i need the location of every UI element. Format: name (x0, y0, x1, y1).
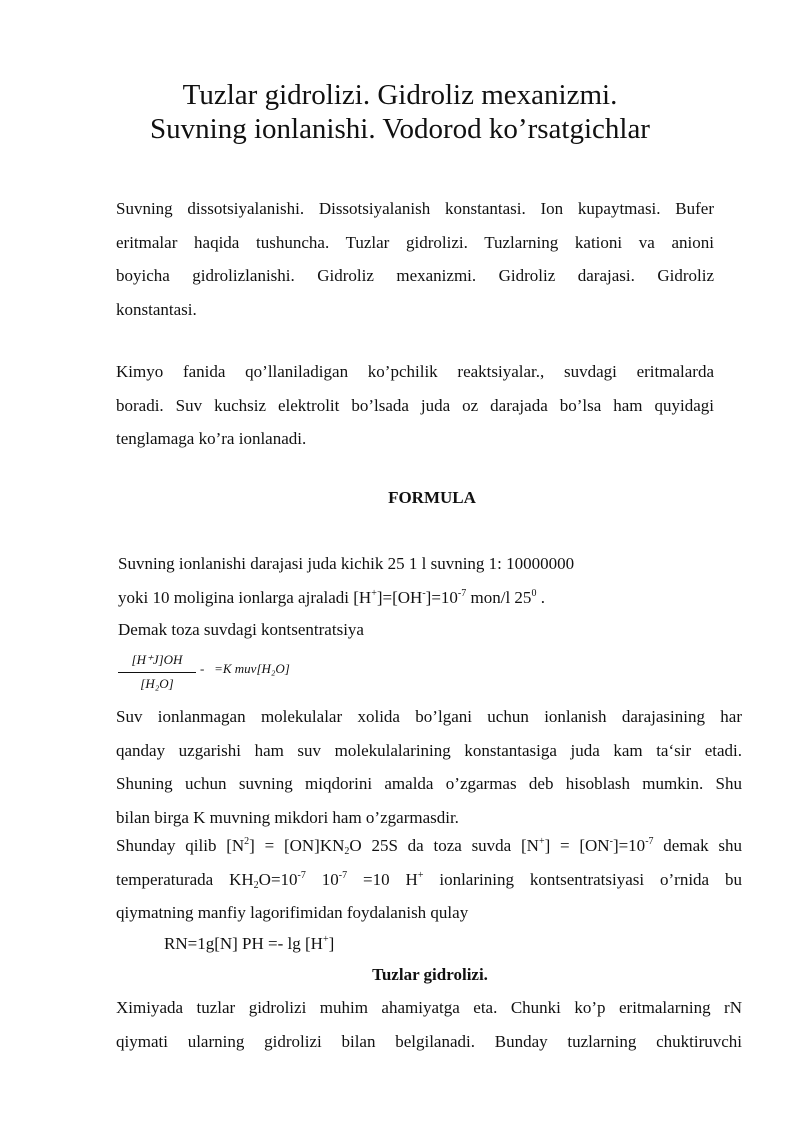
text-run: ]=10 (612, 836, 646, 855)
text-run: demak shu (653, 836, 743, 855)
section-heading: Tuzlar gidrolizi. (372, 965, 488, 984)
superscript: 0 (531, 588, 537, 599)
equation-fraction (118, 652, 196, 692)
text-run: temperaturada KH (116, 869, 254, 889)
text-run: ] = [ON]KN (249, 836, 345, 855)
intro-line: Suvning dissotsiyalanishi. Dissotsiyalanish konstantasi. Ion kupaytmasi. Bufer (116, 199, 714, 218)
intro-line: boyicha gidrolizlanishi. Gidroliz mexanizmi. Gidroliz darajasi. Gidroliz (116, 266, 714, 285)
paragraph-line: boradi. Suv kuchsiz elektrolit bo’lsada juda oz darajada bo’lsa ham quyidagi (116, 395, 714, 415)
intro-paragraph (116, 192, 714, 326)
paragraph-2 (116, 355, 714, 456)
superscript: + (417, 869, 424, 881)
superscript: + (371, 588, 377, 599)
subscript: 2 (344, 846, 350, 857)
paragraph-line: tenglamaga ko’ra ionlanadi. (116, 429, 307, 448)
paragraph-line (116, 863, 742, 897)
paragraph-line: Shuning uchun suvning miqdorini amalda o’zgarmas deb hisoblash mumkin. Shu (116, 774, 742, 793)
text-run: =10 H (347, 869, 418, 889)
superscript: + (538, 836, 545, 847)
equation-rhs-group (200, 661, 290, 677)
text-run: RN=1g[N] PH =- lg [H (164, 934, 323, 953)
equation-numerator: [H⁺J]OH (131, 652, 183, 667)
paragraph-4 (116, 829, 742, 930)
paragraph-line: qanday uzgarishi ham suv molekulalarining konstantasiga juda kam ta‘sir etadi. (116, 740, 742, 760)
title-line-1: Tuzlar gidrolizi. Gidroliz mexanizmi. (182, 79, 618, 111)
subscript: 2 (253, 879, 259, 891)
ph-formula-line (164, 933, 334, 955)
superscript: -7 (457, 588, 467, 599)
superscript: + (322, 934, 329, 945)
paragraph-line (116, 829, 742, 863)
superscript: -7 (338, 869, 348, 881)
text-run: yoki 10 moligina ionlarga ajraladi [H (118, 588, 372, 607)
text-run: . (536, 588, 545, 607)
paragraph-line: qiymatning manfiy lagorifimidan foydalanish qulay (116, 903, 469, 922)
text-run: ]=10 (425, 588, 458, 607)
paragraph-3 (116, 700, 742, 834)
intro-line: eritmalar haqida tushuncha. Tuzlar gidrolizi. Tuzlarning kationi va anioni (116, 232, 714, 252)
formula-heading: FORMULA (388, 488, 476, 507)
text-run: mon/l 25 (466, 588, 532, 607)
superscript: 2 (244, 836, 250, 847)
fraction-bar (118, 672, 196, 673)
paragraph-line: Kimyo fanida qo’llaniladigan ko’pchilik reaktsiyalar., suvdagi eritmalarda (116, 362, 714, 381)
paragraph-line: Suv ionlanmagan molekulalar xolida bo’lgani uchun ionlanish darajasining har (116, 707, 742, 726)
paragraph-line: bilan birga K muvning mikdori ham o’zgarmasdir. (116, 807, 459, 827)
paragraph-line: Ximiyada tuzlar gidrolizi muhim ahamiyatga eta. Chunki ko’p eritmalarning rN (116, 998, 742, 1017)
superscript: - (422, 588, 426, 599)
ionization-line-2 (118, 587, 545, 609)
text-run: O 25S da toza suvda [N (349, 836, 539, 855)
page-title (0, 78, 800, 146)
text-run: ] (328, 934, 335, 953)
equation-rhs: =K muv[H₂O] (214, 661, 290, 676)
text-run: ] = [ON (544, 836, 610, 855)
text-run: ionlarining kontsentratsiyasi o’rnida bu (423, 869, 742, 889)
equation-denominator: [H₂O] (140, 676, 174, 691)
ionization-line-1: Suvning ionlanishi darajasi juda kichik 25 1 l suvning 1: 10000000 (118, 554, 575, 573)
text-run: 10 (305, 869, 339, 889)
paragraph-5 (116, 991, 742, 1058)
superscript: -7 (297, 869, 306, 881)
text-run: ]=[OH (376, 588, 423, 607)
paragraph-line: qiymati ularning gidrolizi bilan belgilanadi. Bunday tuzlarning chuktiruvchi (116, 1031, 742, 1051)
text-run: Shunday qilib [N (116, 836, 245, 855)
superscript: - (609, 836, 613, 847)
superscript: -7 (645, 836, 654, 847)
intro-line: konstantasi. (116, 299, 197, 319)
text-run: O=10 (258, 869, 298, 889)
title-line-2: Suvning ionlanishi. Vodorod ko’rsatgichlar (150, 113, 650, 145)
ionization-line-3: Demak toza suvdagi kontsentratsiya (118, 620, 364, 639)
equation-dash: - (200, 661, 205, 676)
